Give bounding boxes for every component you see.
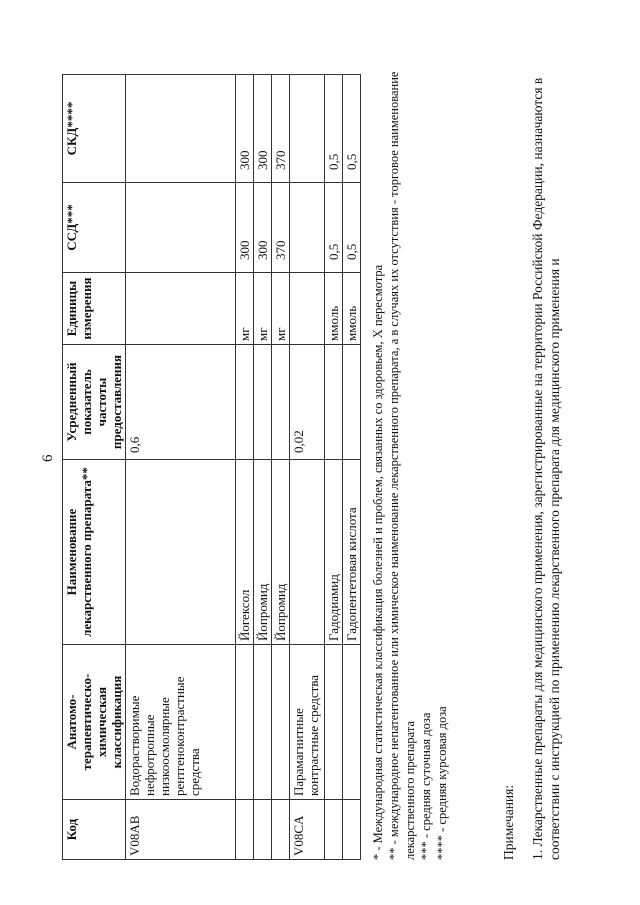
- footnote-2: ** - международное непатентованное или химическое наименование лекарственного препарата, а в случаях их отсутствия - торговое наименование лекарственного препарата: [387, 71, 417, 860]
- table-row: [254, 75, 272, 860]
- cell-code: [254, 800, 272, 860]
- table-row: [126, 75, 236, 860]
- cell-atc: [272, 645, 290, 800]
- cell-freq: 0,02: [290, 345, 325, 460]
- header-freq: Усредненный показатель частоты предоставления: [63, 345, 126, 460]
- header-code: Код: [63, 800, 126, 860]
- table-row: [272, 75, 290, 860]
- table-row: [290, 75, 325, 860]
- table-row: [325, 75, 343, 860]
- cell-atc: [236, 645, 254, 800]
- header-name: Наименование лекарственного препарата**: [63, 460, 126, 645]
- cell-units: ммоль: [325, 273, 343, 345]
- footnotes: [370, 50, 450, 860]
- cell-name: [290, 460, 325, 645]
- cell-skd: 0,5: [343, 75, 361, 183]
- header-units: Единицы измерения: [63, 273, 126, 345]
- remarks-title: Примечания:: [501, 784, 516, 860]
- cell-units: ммоль: [343, 273, 361, 345]
- cell-ssd: 300: [236, 183, 254, 273]
- cell-skd: 300: [254, 75, 272, 183]
- remarks: [500, 30, 563, 860]
- cell-code: V08CA: [290, 800, 325, 860]
- cell-freq: [325, 345, 343, 460]
- cell-atc: [343, 645, 361, 800]
- table-header-row: [63, 75, 126, 860]
- cell-freq: [343, 345, 361, 460]
- remarks-item-1: 1. Лекарственные препараты для медицинского применения, зарегистрированные на территории Российской Федерации, назначаются в соответствии с инструкцией по применению лекарственного препарата для медицинского применения и: [530, 77, 562, 860]
- cell-ssd: 300: [254, 183, 272, 273]
- cell-ssd: 0,5: [325, 183, 343, 273]
- cell-atc: Парамагнитные контрастные средства: [290, 645, 325, 800]
- drug-table: [62, 74, 361, 860]
- header-ssd: ССД***: [63, 183, 126, 273]
- cell-name: Йогексол: [236, 460, 254, 645]
- cell-ssd: 0,5: [343, 183, 361, 273]
- cell-skd: [290, 75, 325, 183]
- cell-code: V08AB: [126, 800, 236, 860]
- cell-name: Йопромид: [254, 460, 272, 645]
- cell-freq: [272, 345, 290, 460]
- cell-ssd: [290, 183, 325, 273]
- footnote-3: *** - средняя суточная доза: [419, 712, 433, 860]
- cell-freq: 0,6: [126, 345, 236, 460]
- cell-atc: [325, 645, 343, 800]
- cell-code: [272, 800, 290, 860]
- cell-units: мг: [272, 273, 290, 345]
- cell-units: мг: [254, 273, 272, 345]
- table-row: [236, 75, 254, 860]
- cell-units: [290, 273, 325, 345]
- cell-ssd: 370: [272, 183, 290, 273]
- cell-atc: [254, 645, 272, 800]
- cell-units: [126, 273, 236, 345]
- cell-skd: 300: [236, 75, 254, 183]
- cell-skd: 0,5: [325, 75, 343, 183]
- cell-name: [126, 460, 236, 645]
- cell-units: мг: [236, 273, 254, 345]
- cell-code: [325, 800, 343, 860]
- table-row: [343, 75, 361, 860]
- cell-freq: [236, 345, 254, 460]
- cell-name: Гадодиамид: [325, 460, 343, 645]
- page-number: 6: [40, 454, 56, 462]
- cell-skd: 370: [272, 75, 290, 183]
- cell-name: Йопромид: [272, 460, 290, 645]
- cell-atc: Водорастворимые нефротропные низкоосмолярные рентгеноконтрастные средства: [126, 645, 236, 800]
- cell-name: Гадопентетовая кислота: [343, 460, 361, 645]
- header-atc: Анатомо-терапевтическо-химическая классификация: [63, 645, 126, 800]
- cell-code: [343, 800, 361, 860]
- cell-code: [236, 800, 254, 860]
- cell-skd: [126, 75, 236, 183]
- header-skd: СКД****: [63, 75, 126, 183]
- footnote-1: * - Международная статистическая классификация болезней и проблем, связанных со здоровьем, X пересмотра: [371, 264, 385, 860]
- footnote-4: **** - средняя курсовая доза: [435, 706, 449, 860]
- cell-ssd: [126, 183, 236, 273]
- cell-freq: [254, 345, 272, 460]
